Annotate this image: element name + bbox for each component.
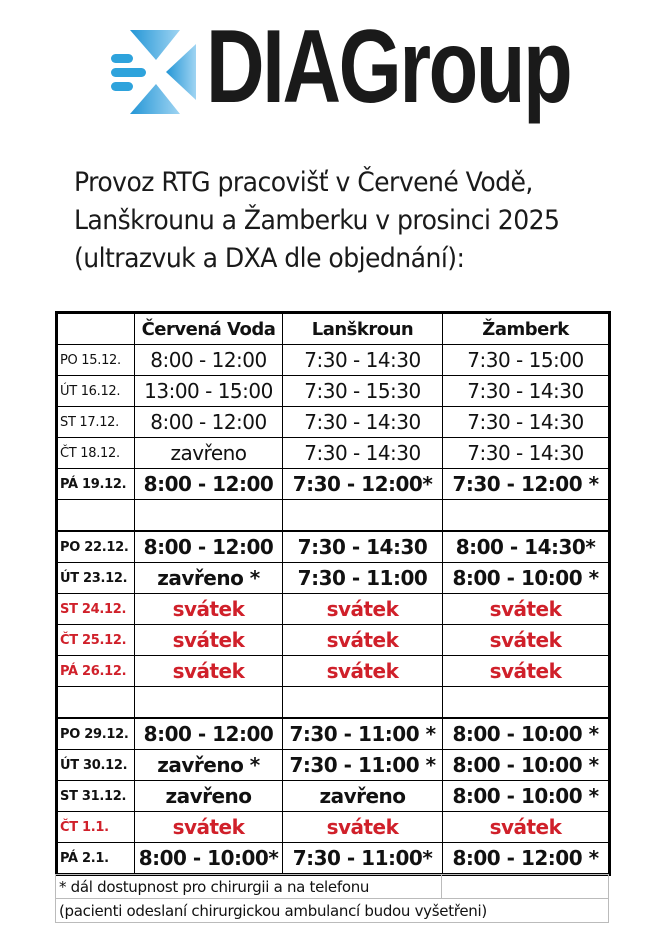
lanskroun-cell: 7:30 - 15:30 (283, 376, 443, 407)
header-day (57, 313, 135, 345)
table-row (57, 469, 610, 500)
cervena-voda-cell: 8:00 - 12:00 (135, 718, 283, 750)
diagroup-logo (108, 9, 588, 132)
zamberk-cell: 7:30 - 14:30 (443, 376, 610, 407)
table-header-row (57, 313, 610, 345)
lanskroun-cell: svátek (283, 812, 443, 843)
zamberk-cell: 7:30 - 14:30 (443, 407, 610, 438)
lanskroun-cell (283, 500, 443, 532)
zamberk-cell: 8:00 - 12:00 * (443, 843, 610, 875)
footnote-asterisk: * dál dostupnost pro chirurgii a na telefonu (59, 877, 370, 896)
title-line: Lanškrounu a Žamberku v prosinci 2025 (74, 205, 560, 236)
cervena-voda-cell: 8:00 - 12:00 (135, 469, 283, 500)
cervena-voda-cell: svátek (135, 625, 283, 656)
lanskroun-cell: 7:30 - 14:30 (283, 345, 443, 376)
lanskroun-cell: svátek (283, 656, 443, 687)
day-cell: ÚT 23.12. (57, 563, 135, 594)
table-row (57, 812, 610, 843)
day-cell: PO 15.12. (57, 345, 135, 376)
lanskroun-cell: 7:30 - 11:00* (283, 843, 443, 875)
day-cell: ČT 1.1. (57, 812, 135, 843)
cervena-voda-cell: 8:00 - 12:00 (135, 345, 283, 376)
cervena-voda-cell: 8:00 - 12:00 (135, 407, 283, 438)
lanskroun-cell (283, 687, 443, 719)
table-row (57, 345, 610, 376)
cervena-voda-cell: 13:00 - 15:00 (135, 376, 283, 407)
zamberk-cell: svátek (443, 656, 610, 687)
table-row (57, 376, 610, 407)
lanskroun-cell: 7:30 - 14:30 (283, 531, 443, 563)
day-cell: PÁ 19.12. (57, 469, 135, 500)
lanskroun-cell: 7:30 - 11:00 (283, 563, 443, 594)
spacer-row (57, 687, 610, 719)
day-cell (57, 687, 135, 719)
table-row (57, 781, 610, 812)
zamberk-cell: 7:30 - 14:30 (443, 438, 610, 469)
cervena-voda-cell: zavřeno * (135, 563, 283, 594)
page-title (74, 164, 559, 278)
day-cell: ÚT 16.12. (57, 376, 135, 407)
table-row (57, 750, 610, 781)
logo-x-icon (108, 22, 208, 132)
cervena-voda-cell: zavřeno (135, 781, 283, 812)
day-cell: ČT 18.12. (57, 438, 135, 469)
footnotes (55, 874, 609, 923)
header-zamberk: Žamberk (443, 313, 610, 345)
table-row (57, 594, 610, 625)
day-cell: PO 22.12. (57, 531, 135, 563)
zamberk-cell: svátek (443, 594, 610, 625)
zamberk-cell: 8:00 - 10:00 * (443, 750, 610, 781)
zamberk-cell: 7:30 - 12:00 * (443, 469, 610, 500)
cervena-voda-cell: 8:00 - 10:00* (135, 843, 283, 875)
day-cell: ST 31.12. (57, 781, 135, 812)
zamberk-cell (443, 500, 610, 532)
cervena-voda-cell: 8:00 - 12:00 (135, 531, 283, 563)
table-row (57, 531, 610, 563)
lanskroun-cell: svátek (283, 594, 443, 625)
lanskroun-cell: 7:30 - 11:00 * (283, 718, 443, 750)
title-line: Provoz RTG pracovišť v Červené Vodě, (74, 167, 533, 198)
lanskroun-cell: 7:30 - 12:00* (283, 469, 443, 500)
header-lanskroun: Lanškroun (283, 313, 443, 345)
cervena-voda-cell: svátek (135, 812, 283, 843)
day-cell: ST 17.12. (57, 407, 135, 438)
table-row (57, 843, 610, 875)
lanskroun-cell: 7:30 - 14:30 (283, 407, 443, 438)
day-cell: PO 29.12. (57, 718, 135, 750)
zamberk-cell: 7:30 - 15:00 (443, 345, 610, 376)
cervena-voda-cell (135, 500, 283, 532)
cervena-voda-cell: zavřeno * (135, 750, 283, 781)
lanskroun-cell: 7:30 - 14:30 (283, 438, 443, 469)
zamberk-cell: svátek (443, 812, 610, 843)
table-row (57, 438, 610, 469)
table-row (57, 718, 610, 750)
zamberk-cell: 8:00 - 10:00 * (443, 718, 610, 750)
day-cell (57, 500, 135, 532)
day-cell: PÁ 2.1. (57, 843, 135, 875)
lanskroun-cell: svátek (283, 625, 443, 656)
footnote-patients: (pacienti odeslaní chirurgickou ambulancí budou vyšetřeni) (59, 901, 487, 920)
cervena-voda-cell: svátek (135, 656, 283, 687)
lanskroun-cell: zavřeno (283, 781, 443, 812)
table-row (57, 625, 610, 656)
header-cervena-voda: Červená Voda (135, 313, 283, 345)
zamberk-cell: 8:00 - 14:30* (443, 531, 610, 563)
zamberk-cell (443, 687, 610, 719)
schedule-table (55, 311, 611, 876)
spacer-row (57, 500, 610, 532)
table-row (57, 407, 610, 438)
day-cell: PÁ 26.12. (57, 656, 135, 687)
title-line: (ultrazvuk a DXA dle objednání): (74, 243, 465, 274)
cervena-voda-cell (135, 687, 283, 719)
logo-wordmark: DIAGroup (206, 9, 571, 125)
lanskroun-cell: 7:30 - 11:00 * (283, 750, 443, 781)
cervena-voda-cell: svátek (135, 594, 283, 625)
zamberk-cell: 8:00 - 10:00 * (443, 563, 610, 594)
zamberk-cell: svátek (443, 625, 610, 656)
table-row (57, 563, 610, 594)
day-cell: ČT 25.12. (57, 625, 135, 656)
zamberk-cell: 8:00 - 10:00 * (443, 781, 610, 812)
day-cell: ÚT 30.12. (57, 750, 135, 781)
table-row (57, 656, 610, 687)
cervena-voda-cell: zavřeno (135, 438, 283, 469)
day-cell: ST 24.12. (57, 594, 135, 625)
